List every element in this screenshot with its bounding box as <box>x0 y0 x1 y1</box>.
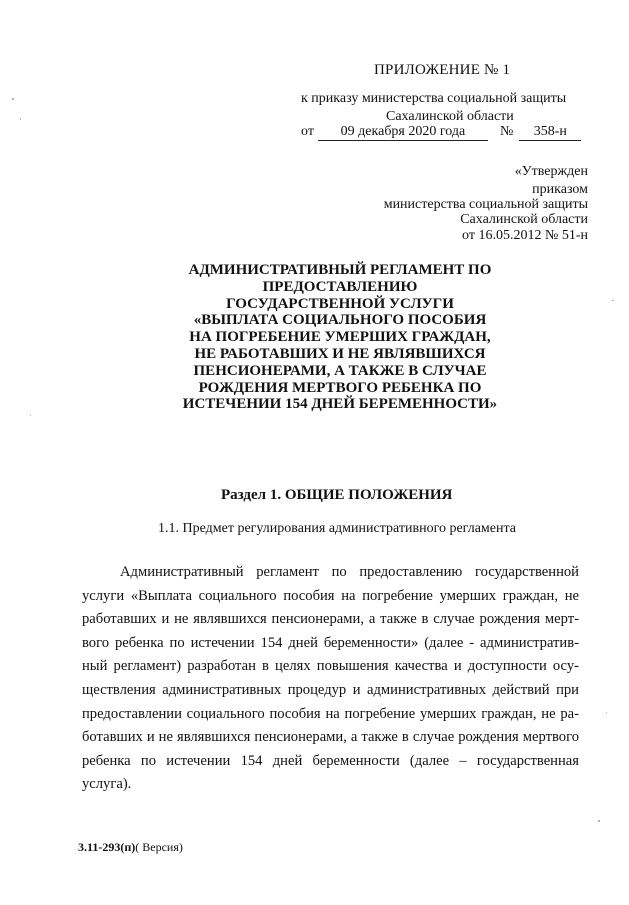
approval-line-3: министерства социальной защиты <box>383 197 588 212</box>
title-line: АДМИНИСТРАТИВНЫЙ РЕГЛАМЕНТ ПО <box>188 262 492 278</box>
appendix-order-line: к приказу министерства социальной защиты <box>301 91 567 106</box>
appendix-region-line: Сахалинской области <box>386 109 514 124</box>
document-code: 3.11-293(п) <box>78 840 136 854</box>
document-footer <box>78 840 183 855</box>
title-line: НЕ РАБОТАВШИХ И НЕ ЯВЛЯВШИХСЯ <box>194 345 486 362</box>
body-paragraph <box>82 561 579 797</box>
scan-speck <box>606 712 607 713</box>
title-line: ПЕНСИОНЕРАМИ, А ТАКЖЕ В СЛУЧАЕ <box>193 362 487 379</box>
approval-line-2: приказом <box>532 182 588 197</box>
title-line: «ВЫПЛАТА СОЦИАЛЬНОГО ПОСОБИЯ <box>193 312 487 329</box>
subsection-heading: 1.1. Предмет регулирования административного регламента <box>158 521 516 536</box>
scan-speck <box>30 415 31 416</box>
scan-speck <box>612 300 614 301</box>
appendix-number: 358-н <box>519 124 581 141</box>
paragraph-line: вого ребенка по истечении 154 дней беременности» (далее - административ- <box>82 634 579 651</box>
scan-speck <box>12 98 14 100</box>
title-line: ИСТЕЧЕНИИ 154 ДНЕЙ БЕРЕМЕННОСТИ» <box>182 396 498 413</box>
document-title <box>150 262 530 413</box>
appendix-number-label: № <box>499 124 514 139</box>
approval-line-5: от 16.05.2012 № 51-н <box>462 228 588 243</box>
title-line: ПРЕДОСТАВЛЕНИЮ <box>262 278 418 295</box>
title-line: ГОСУДАРСТВЕННОЙ УСЛУГИ <box>226 295 454 312</box>
paragraph-line: предоставлении социального пособия на погребение умерших граждан, не ра- <box>82 705 579 722</box>
appendix-date-prefix: от <box>301 124 314 139</box>
paragraph-line: услуга). <box>82 776 132 793</box>
document-version: ( Версия) <box>135 840 183 854</box>
section-heading: Раздел 1. ОБЩИЕ ПОЛОЖЕНИЯ <box>221 487 453 503</box>
approval-line-4: Сахалинской области <box>460 212 588 227</box>
appendix-date-number-line <box>301 124 581 141</box>
paragraph-line: услуги «Выплата социального пособия на погребение умерших граждан, не <box>82 587 579 604</box>
paragraph-line: работавших и не являвшихся пенсионерами, а также в случае рождения мерт- <box>82 611 579 628</box>
paragraph-line: ный регламент) разработан в целях повышения качества и доступности осу- <box>82 658 579 675</box>
paragraph-line: ребенка по истечении 154 дней беременности (далее – государственная <box>82 752 579 769</box>
scan-speck <box>20 118 21 120</box>
paragraph-line: ботавших и не являвшихся пенсионерами, а также в случае рождения мертвого <box>82 729 579 746</box>
approval-line-1: «Утвержден <box>514 164 588 179</box>
paragraph-line: Административный регламент по предоставлению государственной <box>120 564 579 580</box>
scan-speck <box>598 820 600 822</box>
appendix-title: ПРИЛОЖЕНИЕ № 1 <box>374 62 511 78</box>
paragraph-line: ществления административных процедур и административных действий при <box>82 681 579 698</box>
title-line: РОЖДЕНИЯ МЕРТВОГО РЕБЕНКА ПО <box>198 379 482 396</box>
appendix-date: 09 декабря 2020 года <box>318 124 488 141</box>
title-line: НА ПОГРЕБЕНИЕ УМЕРШИХ ГРАЖДАН, <box>189 329 491 346</box>
